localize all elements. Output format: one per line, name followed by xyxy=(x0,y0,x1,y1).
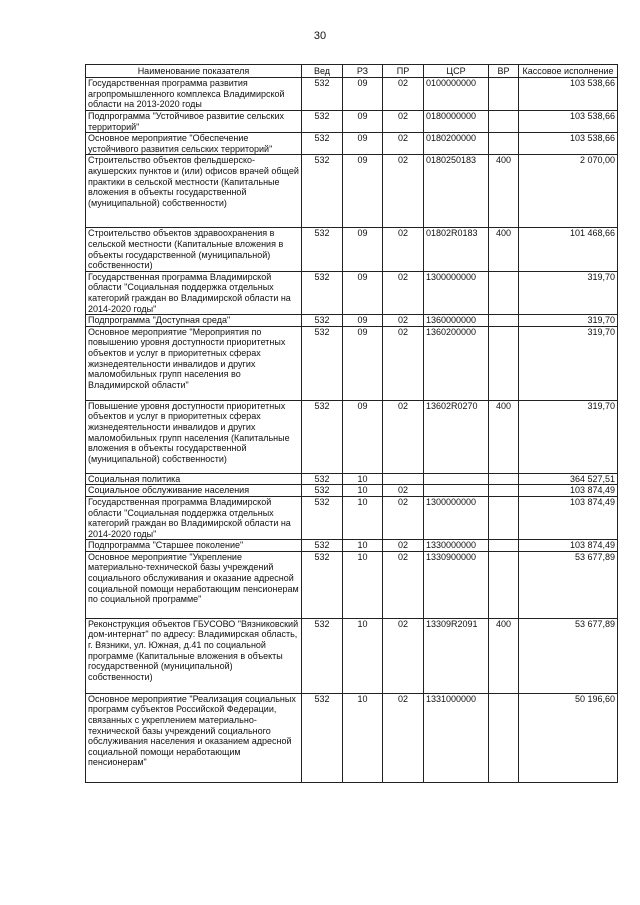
cell-amount: 364 527,51 xyxy=(519,473,618,485)
header-rz: РЗ xyxy=(343,65,383,78)
header-name: Наименование показателя xyxy=(86,65,302,78)
cell-ved: 532 xyxy=(302,155,343,228)
cell-csr: 0180000000 xyxy=(424,111,489,133)
cell-vr xyxy=(489,473,519,485)
page-number: 30 xyxy=(313,30,327,42)
cell-rz: 09 xyxy=(343,228,383,271)
cell-ved: 532 xyxy=(302,551,343,618)
cell-ved: 532 xyxy=(302,473,343,485)
cell-ved: 532 xyxy=(302,271,343,314)
cell-amount: 53 677,89 xyxy=(519,551,618,618)
cell-rz: 10 xyxy=(343,551,383,618)
cell-vr xyxy=(489,693,519,782)
cell-vr xyxy=(489,485,519,497)
cell-vr xyxy=(489,78,519,111)
cell-amount: 103 874,49 xyxy=(519,485,618,497)
cell-vr: 400 xyxy=(489,228,519,271)
cell-vr xyxy=(489,551,519,618)
cell-rz: 10 xyxy=(343,618,383,693)
cell-amount: 319,70 xyxy=(519,400,618,473)
cell-csr: 1330900000 xyxy=(424,551,489,618)
cell-amount: 2 070,00 xyxy=(519,155,618,228)
cell-vr: 400 xyxy=(489,155,519,228)
cell-pr: 02 xyxy=(383,496,424,539)
cell-name: Государственная программа развития агропромышленного комплекса Владимирской области на 2013-2020 годы xyxy=(86,78,302,111)
cell-ved: 532 xyxy=(302,111,343,133)
cell-name: Основное мероприятие "Мероприятия по повышению уровня доступности приоритетных объектов и услуг в приоритетных сферах жизнедеятельности инвалидов и других маломобильных групп населения во Владимирской области" xyxy=(86,326,302,400)
header-vr: ВР xyxy=(489,65,519,78)
cell-vr xyxy=(489,540,519,552)
cell-pr: 02 xyxy=(383,78,424,111)
cell-rz: 09 xyxy=(343,155,383,228)
cell-vr xyxy=(489,111,519,133)
cell-csr: 01802R0183 xyxy=(424,228,489,271)
cell-amount: 50 196,60 xyxy=(519,693,618,782)
cell-csr: 1360200000 xyxy=(424,326,489,400)
cell-csr xyxy=(424,485,489,497)
table-row xyxy=(86,485,618,497)
cell-pr: 02 xyxy=(383,228,424,271)
cell-pr: 02 xyxy=(383,540,424,552)
cell-name: Основное мероприятие "Реализация социальных программ субъектов Российской Федерации, связанных с укреплением материально-технической базы учреждений социального обслуживания населения и оказанием адресной социальной помощи неработающим пенсионерам" xyxy=(86,693,302,782)
header-csr: ЦСР xyxy=(424,65,489,78)
cell-csr: 0180200000 xyxy=(424,133,489,155)
cell-rz: 09 xyxy=(343,78,383,111)
cell-pr: 02 xyxy=(383,693,424,782)
cell-pr: 02 xyxy=(383,326,424,400)
cell-vr xyxy=(489,326,519,400)
cell-name: Основное мероприятие "Укрепление материально-технической базы учреждений социального обслуживания и оказание адресной социальной помощи неработающим пенсионерам по социальной программе" xyxy=(86,551,302,618)
cell-vr xyxy=(489,133,519,155)
table-row xyxy=(86,496,618,539)
cell-csr: 0180250183 xyxy=(424,155,489,228)
cell-pr: 02 xyxy=(383,111,424,133)
cell-csr: 1300000000 xyxy=(424,271,489,314)
cell-csr: 1330000000 xyxy=(424,540,489,552)
cell-ved: 532 xyxy=(302,496,343,539)
cell-pr: 02 xyxy=(383,485,424,497)
cell-amount: 101 468,66 xyxy=(519,228,618,271)
table-row xyxy=(86,155,618,228)
cell-pr: 02 xyxy=(383,133,424,155)
cell-name: Повышение уровня доступности приоритетных объектов и услуг в приоритетных сферах жизнедеятельности инвалидов и других маломобильных групп населения (Капитальные вложения в объекты государственной (муниципальной) собственности) xyxy=(86,400,302,473)
table-row xyxy=(86,315,618,327)
cell-pr: 02 xyxy=(383,400,424,473)
cell-name: Социальное обслуживание населения xyxy=(86,485,302,497)
cell-name: Реконструкция объектов ГБУСОВО "Вязниковский дом-интернат" по адресу: Владимирская область, г. Вязники, ул. Южная, д.41 по социальной программе (Капитальные вложения в объекты государственной (муниципальной) собственности) xyxy=(86,618,302,693)
header-ved: Вед xyxy=(302,65,343,78)
cell-ved: 532 xyxy=(302,78,343,111)
cell-rz: 10 xyxy=(343,693,383,782)
table-row xyxy=(86,271,618,314)
cell-name: Подпрограмма "Устойчивое развитие сельских территорий" xyxy=(86,111,302,133)
cell-name: Государственная программа Владимирской области "Социальная поддержка отдельных категорий граждан во Владимирской области на 2014-2020 годы" xyxy=(86,271,302,314)
cell-rz: 09 xyxy=(343,111,383,133)
cell-vr xyxy=(489,496,519,539)
cell-csr: 1300000000 xyxy=(424,496,489,539)
cell-pr: 02 xyxy=(383,551,424,618)
cell-amount: 103 538,66 xyxy=(519,133,618,155)
table-row xyxy=(86,618,618,693)
cell-name: Социальная политика xyxy=(86,473,302,485)
cell-csr: 13309R2091 xyxy=(424,618,489,693)
table-row xyxy=(86,473,618,485)
cell-ved: 532 xyxy=(302,540,343,552)
cell-rz: 09 xyxy=(343,326,383,400)
cell-ved: 532 xyxy=(302,400,343,473)
table-row xyxy=(86,78,618,111)
cell-csr: 1331000000 xyxy=(424,693,489,782)
cell-pr: 02 xyxy=(383,271,424,314)
table-header-row xyxy=(86,65,618,78)
cell-csr: 13602R0270 xyxy=(424,400,489,473)
cell-rz: 09 xyxy=(343,271,383,314)
cell-amount: 103 874,49 xyxy=(519,540,618,552)
cell-rz: 09 xyxy=(343,400,383,473)
cell-rz: 10 xyxy=(343,540,383,552)
cell-rz: 09 xyxy=(343,133,383,155)
table-row xyxy=(86,551,618,618)
cell-amount: 319,70 xyxy=(519,326,618,400)
cell-csr: 0100000000 xyxy=(424,78,489,111)
cell-ved: 532 xyxy=(302,485,343,497)
cell-csr xyxy=(424,473,489,485)
cell-name: Государственная программа Владимирской области "Социальная поддержка отдельных категорий граждан во Владимирской области на 2014-2020 годы" xyxy=(86,496,302,539)
cell-vr: 400 xyxy=(489,400,519,473)
cell-ved: 532 xyxy=(302,133,343,155)
cell-amount: 53 677,89 xyxy=(519,618,618,693)
cell-rz: 10 xyxy=(343,496,383,539)
cell-rz: 10 xyxy=(343,473,383,485)
table-row xyxy=(86,111,618,133)
table-row xyxy=(86,540,618,552)
table-row xyxy=(86,133,618,155)
cell-pr xyxy=(383,473,424,485)
cell-amount: 103 874,49 xyxy=(519,496,618,539)
header-amount: Кассовое исполнение xyxy=(519,65,618,78)
cell-name: Подпрограмма "Доступная среда" xyxy=(86,315,302,327)
cell-ved: 532 xyxy=(302,315,343,327)
cell-name: Основное мероприятие "Обеспечение устойчивого развития сельских территорий" xyxy=(86,133,302,155)
cell-ved: 532 xyxy=(302,693,343,782)
cell-vr xyxy=(489,271,519,314)
cell-vr: 400 xyxy=(489,618,519,693)
cell-amount: 319,70 xyxy=(519,315,618,327)
table-row xyxy=(86,228,618,271)
cell-csr: 1360000000 xyxy=(424,315,489,327)
cell-name: Строительство объектов здравоохранения в сельской местности (Капитальные вложения в объекты государственной (муниципальной) собственности) xyxy=(86,228,302,271)
cell-rz: 09 xyxy=(343,315,383,327)
header-pr: ПР xyxy=(383,65,424,78)
table-body xyxy=(86,78,618,783)
cell-pr: 02 xyxy=(383,618,424,693)
budget-table xyxy=(85,64,618,783)
cell-rz: 10 xyxy=(343,485,383,497)
table-row xyxy=(86,326,618,400)
cell-ved: 532 xyxy=(302,228,343,271)
cell-name: Строительство объектов фельдшерско-акушерских пунктов и (или) офисов врачей общей практики в сельской местности (Капитальные вложения в объекты государственной (муниципальной) собственности) xyxy=(86,155,302,228)
cell-amount: 103 538,66 xyxy=(519,111,618,133)
table-row xyxy=(86,400,618,473)
cell-amount: 319,70 xyxy=(519,271,618,314)
cell-amount: 103 538,66 xyxy=(519,78,618,111)
cell-pr: 02 xyxy=(383,155,424,228)
cell-name: Подпрограмма "Старшее поколение" xyxy=(86,540,302,552)
cell-pr: 02 xyxy=(383,315,424,327)
cell-ved: 532 xyxy=(302,326,343,400)
cell-vr xyxy=(489,315,519,327)
cell-ved: 532 xyxy=(302,618,343,693)
table-row xyxy=(86,693,618,782)
